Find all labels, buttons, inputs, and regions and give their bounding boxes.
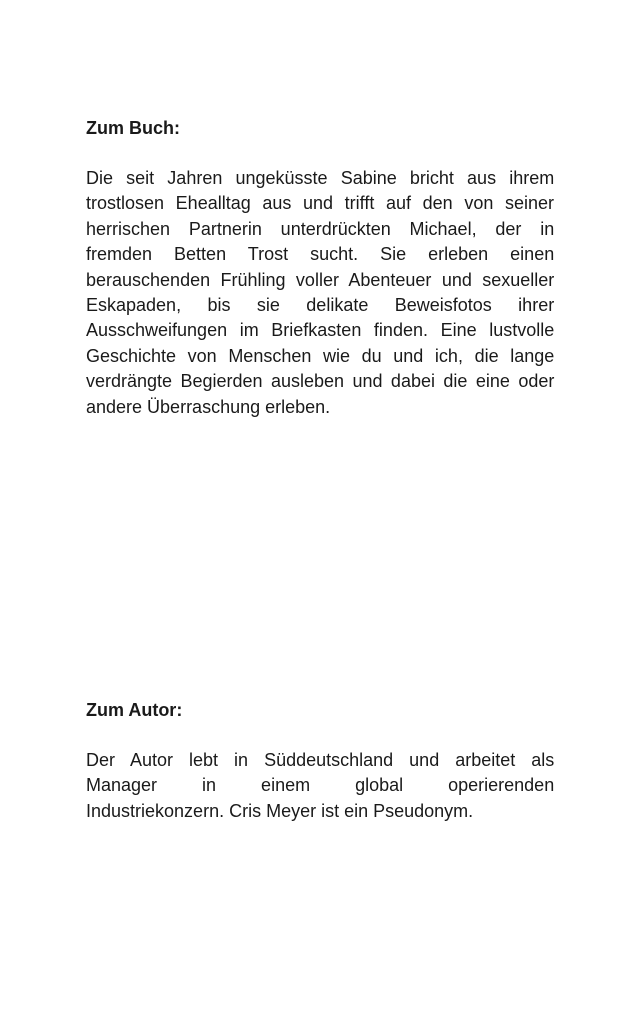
- book-heading: Zum Buch:: [86, 118, 180, 138]
- book-description-line: trostlosen Ehealltag aus und trifft auf den von seiner: [86, 193, 554, 214]
- author-heading: Zum Autor:: [86, 700, 183, 720]
- book-description-line: herrischen Partnerin unterdrückten Michael, der in: [86, 218, 555, 239]
- author-section: [86, 698, 554, 824]
- author-description: [86, 748, 554, 824]
- book-description-line: berauschenden Frühling voller Abenteuer und sexueller: [86, 269, 555, 290]
- book-description-line: verdrängte Begierden ausleben und dabei die eine oder: [86, 371, 555, 392]
- book-description-line: Die seit Jahren ungeküsste Sabine bricht aus ihrem: [86, 168, 555, 188]
- author-description-line: Industriekonzern. Cris Meyer ist ein Pseudonym.: [86, 800, 474, 821]
- author-description-line: Manager in einem global operierenden: [86, 775, 555, 796]
- book-description-line: andere Überraschung erleben.: [86, 396, 331, 417]
- book-description-line: Ausschweifungen im Briefkasten finden. Eine lustvolle: [86, 320, 555, 341]
- book-description-line: fremden Betten Trost sucht. Sie erleben einen: [86, 244, 555, 265]
- author-description-line: Der Autor lebt in Süddeutschland und arbeitet als: [86, 750, 555, 770]
- book-description: [86, 166, 554, 420]
- book-description-line: Geschichte von Menschen wie du und ich, die lange: [86, 345, 555, 366]
- book-description-line: Eskapaden, bis sie delikate Beweisfotos ihrer: [86, 294, 555, 315]
- book-description-section: [86, 116, 554, 420]
